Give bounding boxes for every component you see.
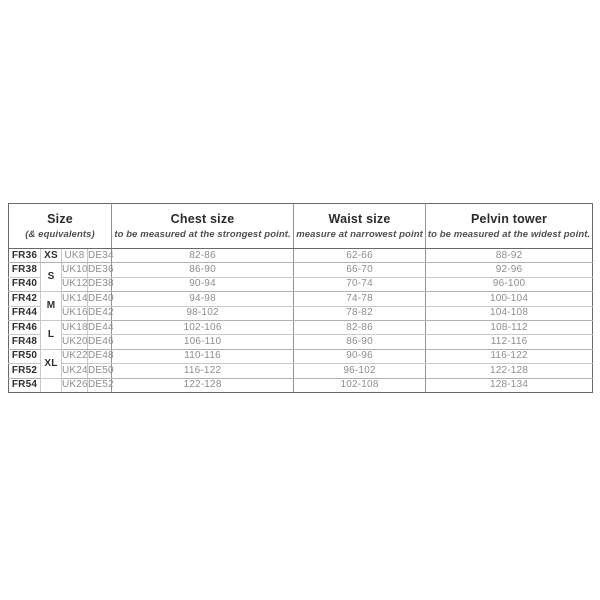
chest-value-cell: 94-98 (112, 292, 294, 306)
uk-size-cell: UK24 (62, 364, 88, 378)
de-size-cell: DE40 (88, 292, 112, 306)
waist-value-cell: 78-82 (294, 306, 426, 320)
table-row (9, 335, 593, 349)
de-size-cell: DE44 (88, 320, 112, 334)
uk-size-cell: UK10 (62, 263, 88, 277)
table-row (9, 263, 593, 277)
chest-value-cell: 82-86 (112, 249, 294, 263)
chest-value-cell: 90-94 (112, 277, 294, 291)
intl-size-cell (41, 378, 62, 392)
de-size-cell: DE34 (88, 249, 112, 263)
uk-size-cell: UK12 (62, 277, 88, 291)
fr-size-cell: FR48 (9, 335, 41, 349)
fr-size-cell: FR44 (9, 306, 41, 320)
pelvis-value-cell: 100-104 (426, 292, 593, 306)
waist-value-cell: 74-78 (294, 292, 426, 306)
pelvis-value-cell: 116-122 (426, 349, 593, 363)
pelvis-column-header (426, 204, 593, 249)
table-row (9, 364, 593, 378)
chest-value-cell: 110-116 (112, 349, 294, 363)
chest-value-cell: 122-128 (112, 378, 294, 392)
pelvis-value-cell: 96-100 (426, 277, 593, 291)
column-subtitle: (& equivalents) (25, 229, 95, 240)
fr-size-cell: FR40 (9, 277, 41, 291)
uk-size-cell: UK14 (62, 292, 88, 306)
fr-size-cell: FR50 (9, 349, 41, 363)
pelvis-value-cell: 88-92 (426, 249, 593, 263)
uk-size-cell: UK22 (62, 349, 88, 363)
waist-value-cell: 86-90 (294, 335, 426, 349)
waist-value-cell: 70-74 (294, 277, 426, 291)
de-size-cell: DE42 (88, 306, 112, 320)
uk-size-cell: UK8 (62, 249, 88, 263)
column-subtitle: to be measured at the widest point. (427, 229, 591, 240)
uk-size-cell: UK26 (62, 378, 88, 392)
waist-value-cell: 102-108 (294, 378, 426, 392)
column-subtitle: measure at narrowest point (296, 229, 423, 240)
de-size-cell: DE38 (88, 277, 112, 291)
de-size-cell: DE48 (88, 349, 112, 363)
chest-value-cell: 106-110 (112, 335, 294, 349)
intl-size-cell: XL (41, 349, 62, 378)
chest-value-cell: 98-102 (112, 306, 294, 320)
size-column-header (9, 204, 112, 249)
pelvis-value-cell: 112-116 (426, 335, 593, 349)
intl-size-cell: XS (41, 249, 62, 263)
header-row (9, 204, 593, 249)
pelvis-value-cell: 108-112 (426, 320, 593, 334)
de-size-cell: DE46 (88, 335, 112, 349)
pelvis-value-cell: 92-96 (426, 263, 593, 277)
column-title: Waist size (328, 211, 391, 226)
uk-size-cell: UK16 (62, 306, 88, 320)
table-row (9, 320, 593, 334)
pelvis-value-cell: 122-128 (426, 364, 593, 378)
uk-size-cell: UK20 (62, 335, 88, 349)
uk-size-cell: UK18 (62, 320, 88, 334)
fr-size-cell: FR46 (9, 320, 41, 334)
intl-size-cell: M (41, 292, 62, 321)
fr-size-cell: FR42 (9, 292, 41, 306)
intl-size-cell: L (41, 320, 62, 349)
size-chart-table (8, 203, 593, 393)
chest-value-cell: 116-122 (112, 364, 294, 378)
de-size-cell: DE50 (88, 364, 112, 378)
waist-value-cell: 82-86 (294, 320, 426, 334)
table-row (9, 292, 593, 306)
table-row (9, 306, 593, 320)
waist-column-header (294, 204, 426, 249)
column-title: Chest size (170, 211, 235, 226)
table-row (9, 277, 593, 291)
fr-size-cell: FR52 (9, 364, 41, 378)
waist-value-cell: 90-96 (294, 349, 426, 363)
pelvis-value-cell: 128-134 (426, 378, 593, 392)
table-row (9, 349, 593, 363)
table-row (9, 378, 593, 392)
de-size-cell: DE36 (88, 263, 112, 277)
chest-column-header (112, 204, 294, 249)
fr-size-cell: FR36 (9, 249, 41, 263)
waist-value-cell: 96-102 (294, 364, 426, 378)
waist-value-cell: 62-66 (294, 249, 426, 263)
fr-size-cell: FR54 (9, 378, 41, 392)
column-title: Size (47, 211, 73, 226)
table-row (9, 249, 593, 263)
column-subtitle: to be measured at the strongest point. (114, 229, 291, 240)
chest-value-cell: 102-106 (112, 320, 294, 334)
waist-value-cell: 66-70 (294, 263, 426, 277)
chest-value-cell: 86-90 (112, 263, 294, 277)
de-size-cell: DE52 (88, 378, 112, 392)
pelvis-value-cell: 104-108 (426, 306, 593, 320)
fr-size-cell: FR38 (9, 263, 41, 277)
column-title: Pelvin tower (471, 211, 548, 226)
intl-size-cell: S (41, 263, 62, 292)
